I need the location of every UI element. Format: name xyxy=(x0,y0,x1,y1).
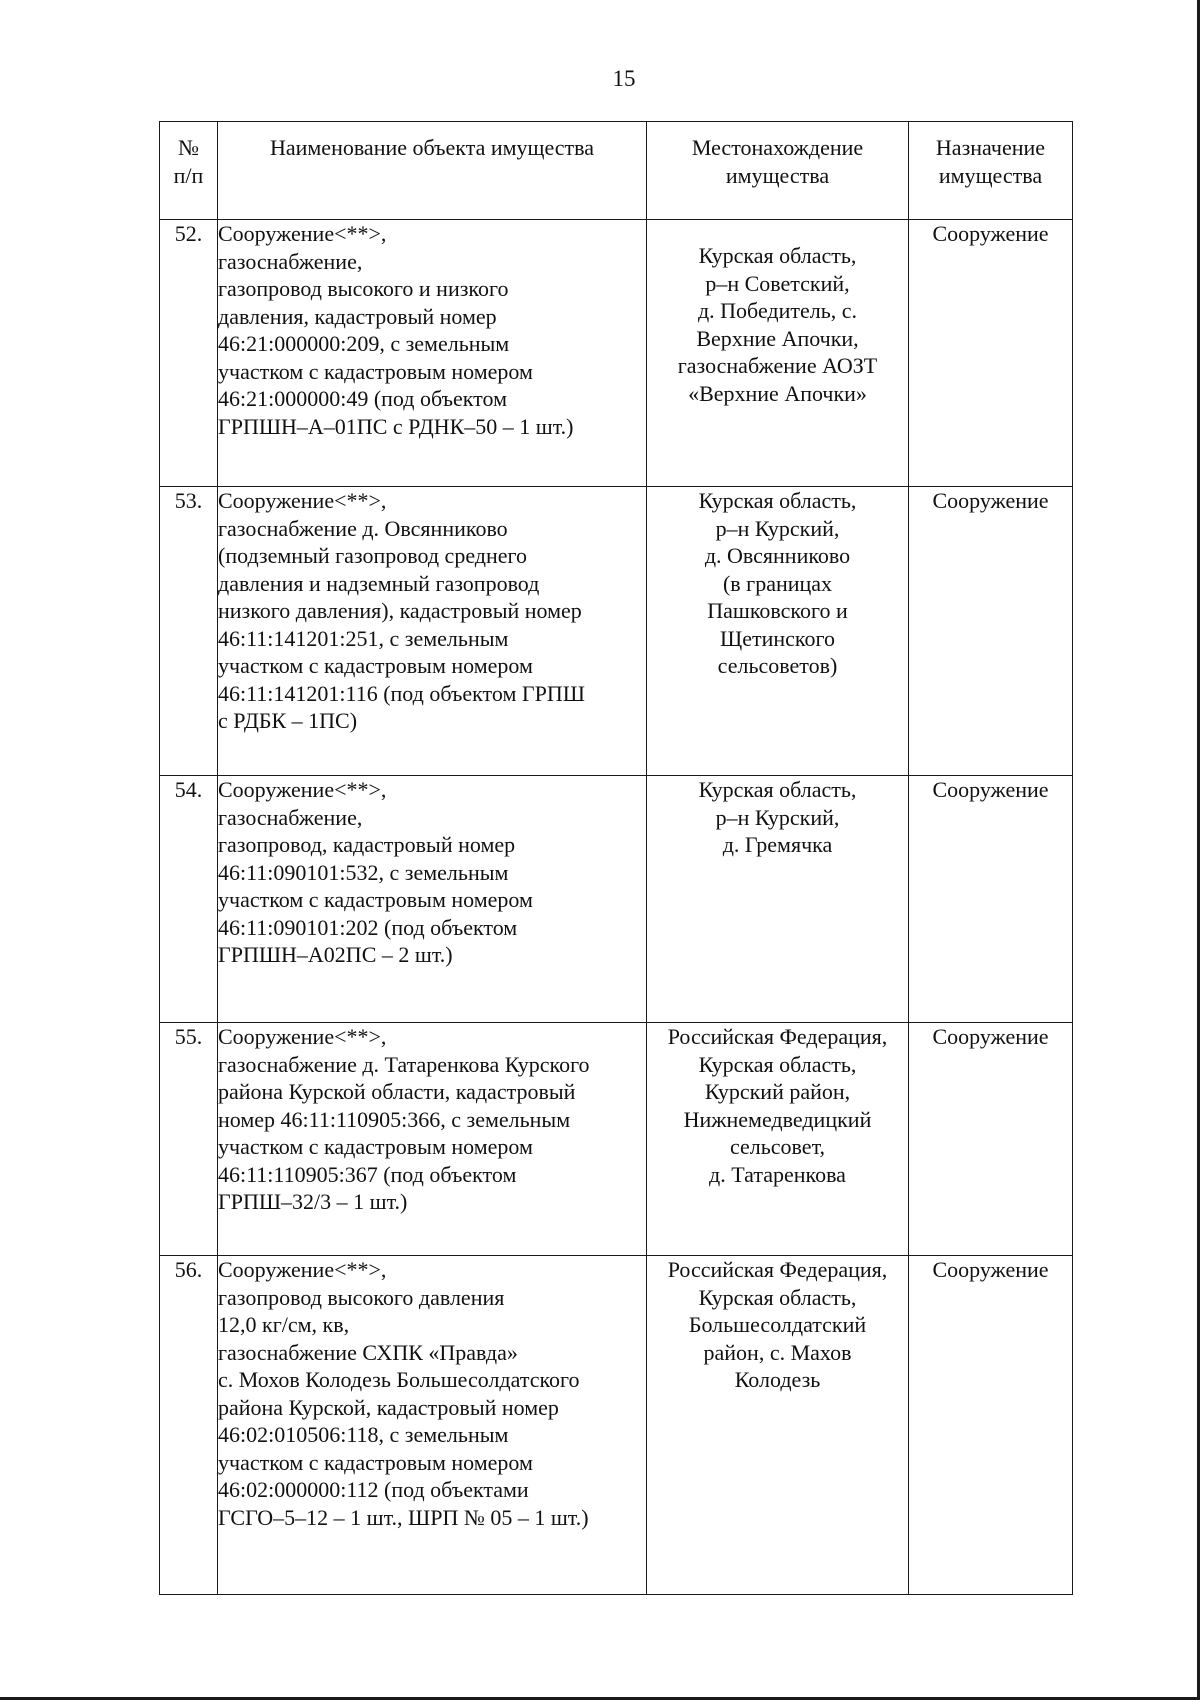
object-location: Курская область, р–н Курский, д. Овсянниково (в границах Пашковского и Щетинского сельсоветов) xyxy=(647,487,909,776)
table-row xyxy=(160,1023,1073,1256)
object-purpose: Сооружение xyxy=(909,220,1073,487)
object-purpose: Сооружение xyxy=(909,776,1073,1023)
page-number: 15 xyxy=(612,66,636,91)
header-name: Наименование объекта имущества xyxy=(218,122,647,220)
object-location: Курская область, р–н Советский, д. Победитель, с. Верхние Апочки, газоснабжение АОЗТ «Верхние Апочки» xyxy=(647,220,909,487)
object-name: Сооружение<**>, газопровод высокого давления 12,0 кг/см, кв, газоснабжение СХПК «Правда» с. Мохов Колодезь Большесолдатского района Курской, кадастровый номер 46:02:010506:118, с земельным участком с кадастровым номером 46:02:000000:112 (под объектами ГСГО–5–12 – 1 шт., ШРП № 05 – 1 шт.) xyxy=(218,1256,647,1595)
row-number: 54. xyxy=(160,776,218,1023)
header-number: № п/п xyxy=(160,122,218,220)
object-name: Сооружение<**>, газоснабжение, газопровод, кадастровый номер 46:11:090101:532, с земельным участком с кадастровым номером 46:11:090101:202 (под объектом ГРПШН–А02ПС – 2 шт.) xyxy=(218,776,647,1023)
object-purpose: Сооружение xyxy=(909,487,1073,776)
table-row xyxy=(160,220,1073,487)
table-row xyxy=(160,1256,1073,1595)
table-row xyxy=(160,487,1073,776)
row-number: 55. xyxy=(160,1023,218,1256)
header-location: Местонахождение имущества xyxy=(647,122,909,220)
row-number: 56. xyxy=(160,1256,218,1595)
row-number: 52. xyxy=(160,220,218,487)
object-location: Российская Федерация, Курская область, Большесолдатский район, с. Махов Колодезь xyxy=(647,1256,909,1595)
object-purpose: Сооружение xyxy=(909,1023,1073,1256)
property-table xyxy=(159,121,1073,1595)
object-name: Сооружение<**>, газоснабжение д. Татаренкова Курского района Курской области, кадастровый номер 46:11:110905:366, с земельным участком с кадастровым номером 46:11:110905:367 (под объектом ГРПШ–32/3 – 1 шт.) xyxy=(218,1023,647,1256)
object-name: Сооружение<**>, газоснабжение д. Овсянниково (подземный газопровод среднего давления и надземный газопровод низкого давления), кадастровый номер 46:11:141201:251, с земельным участком с кадастровым номером 46:11:141201:116 (под объектом ГРПШ с РДБК – 1ПС) xyxy=(218,487,647,776)
object-location: Российская Федерация, Курская область, Курский район, Нижнемедведицкий сельсовет, д. Татаренкова xyxy=(647,1023,909,1256)
header-purpose: Назначение имущества xyxy=(909,122,1073,220)
table-row xyxy=(160,776,1073,1023)
object-name: Сооружение<**>, газоснабжение, газопровод высокого и низкого давления, кадастровый номер 46:21:000000:209, с земельным участком с кадастровым номером 46:21:000000:49 (под объектом ГРПШН–А–01ПС с РДНК–50 – 1 шт.) xyxy=(218,220,647,487)
row-number: 53. xyxy=(160,487,218,776)
table-header-row xyxy=(160,122,1073,220)
object-purpose: Сооружение xyxy=(909,1256,1073,1595)
object-location: Курская область, р–н Курский, д. Гремячка xyxy=(647,776,909,1023)
